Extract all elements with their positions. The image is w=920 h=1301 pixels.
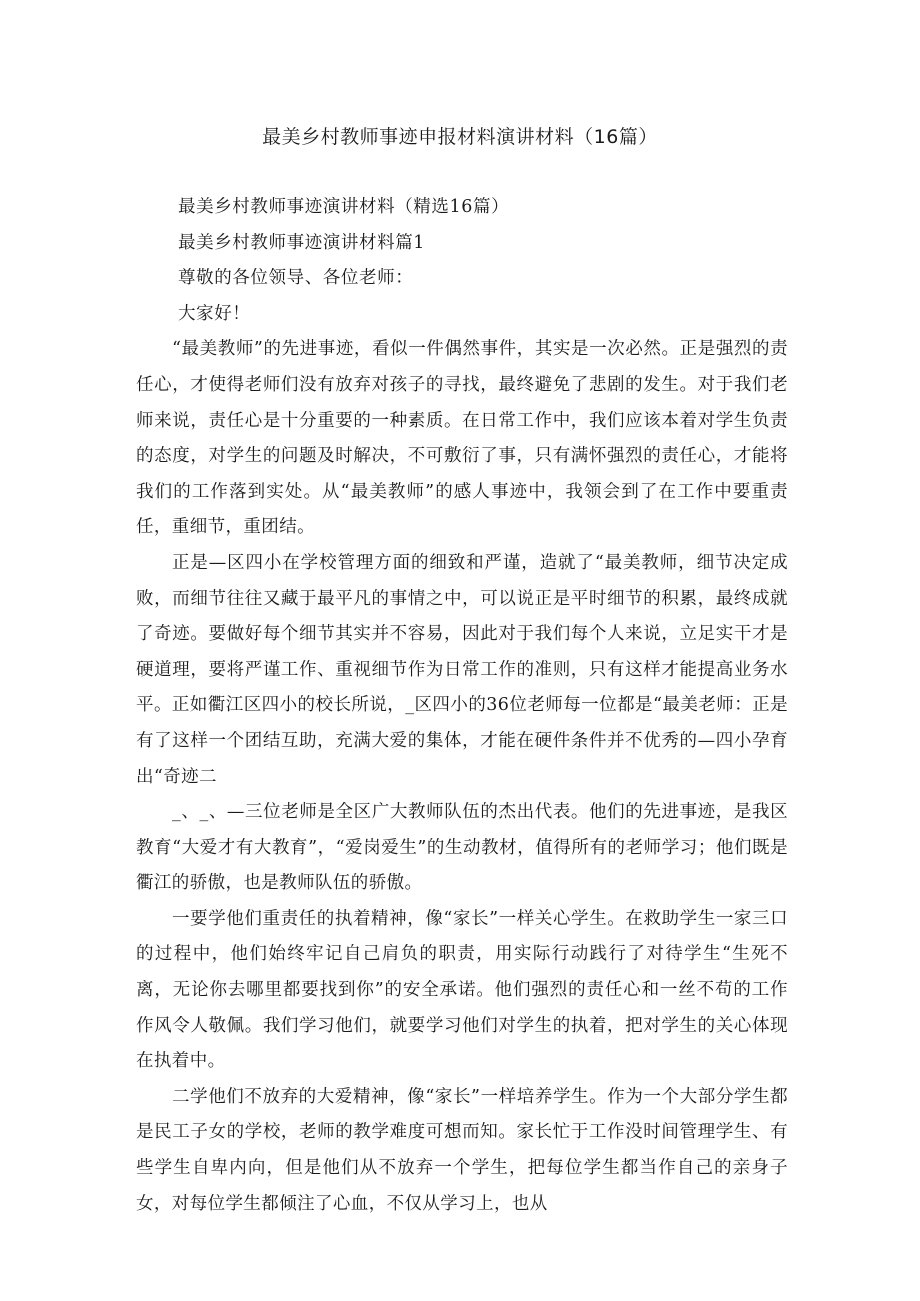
paragraph: _、_、—三位老师是全区广大教师队伍的杰出代表。他们的先进事迹，是我区教育“大爱才有大教育”，“爱岗爱生”的生动教材，值得所有的老师学习；他们既是衢江的骄傲，也是教师队伍的骄傲。 xyxy=(136,802,788,894)
greeting: 大家好！ xyxy=(178,303,251,324)
document-title: 最美乡村教师事迹申报材料演讲材料（16篇） xyxy=(262,126,658,148)
paragraph: 二学他们不放弃的大爱精神，像“家长”一样培养学生。作为一个大部分学生都是民工子女的学校，老师的教学难度可想而知。家长忙于工作没时间管理学生、有些学生自卑内向，但是他们从不放弃一个学生，把每位学生都当作自己的亲身子女，对每位学生都倾注了心血，不仅从学习上，也从 xyxy=(136,1086,788,1214)
document-body xyxy=(136,190,788,1222)
section-heading: 最美乡村教师事迹演讲材料篇1 xyxy=(178,232,426,253)
paragraph: 一要学他们重责任的执着精神，像“家长”一样关心学生。在救助学生一家三口的过程中，他们始终牢记自己肩负的职责，用实际行动践行了对待学生“生死不离，无论你去哪里都要找到你”的安全承诺。他们强烈的责任心和一丝不苟的工作作风令人敬佩。我们学习他们，就要学习他们对学生的执着，把对学生的关心体现在执着中。 xyxy=(136,908,788,1072)
subtitle-line: 最美乡村教师事迹演讲材料（精选16篇） xyxy=(178,197,510,217)
salutation: 尊敬的各位领导、各位老师： xyxy=(178,268,414,289)
paragraph: “最美教师”的先进事迹，看似一件偶然事件，其实是一次必然。正是强烈的责任心，才使得老师们没有放弃对孩子的寻找，最终避免了悲剧的发生。对于我们老师来说，责任心是十分重要的一种素质。在日常工作中，我们应该本着对学生负责的态度，对学生的问题及时解决，不可敷衍了事，只有满怀强烈的责任心，才能将我们的工作落到实处。从“最美教师”的感人事迹中，我领会到了在工作中要重责任，重细节，重团结。 xyxy=(136,339,788,538)
paragraph: 正是—区四小在学校管理方面的细致和严谨，造就了“最美教师，细节决定成败，而细节往往又藏于最平凡的事情之中，可以说正是平时细节的积累，最终成就了奇迹。要做好每个细节其实并不容易，因此对于我们每个人来说，立足实干才是硬道理，要将严谨工作、重视细节作为日常工作的准则，只有这样才能提高业务水平。正如衢江区四小的校长所说，_区四小的36位老师每一位都是“最美老师：正是有了这样一个团结互助，充满大爱的集体，才能在硬件条件并不优秀的—四小孕育出“奇迹二 xyxy=(136,552,788,787)
